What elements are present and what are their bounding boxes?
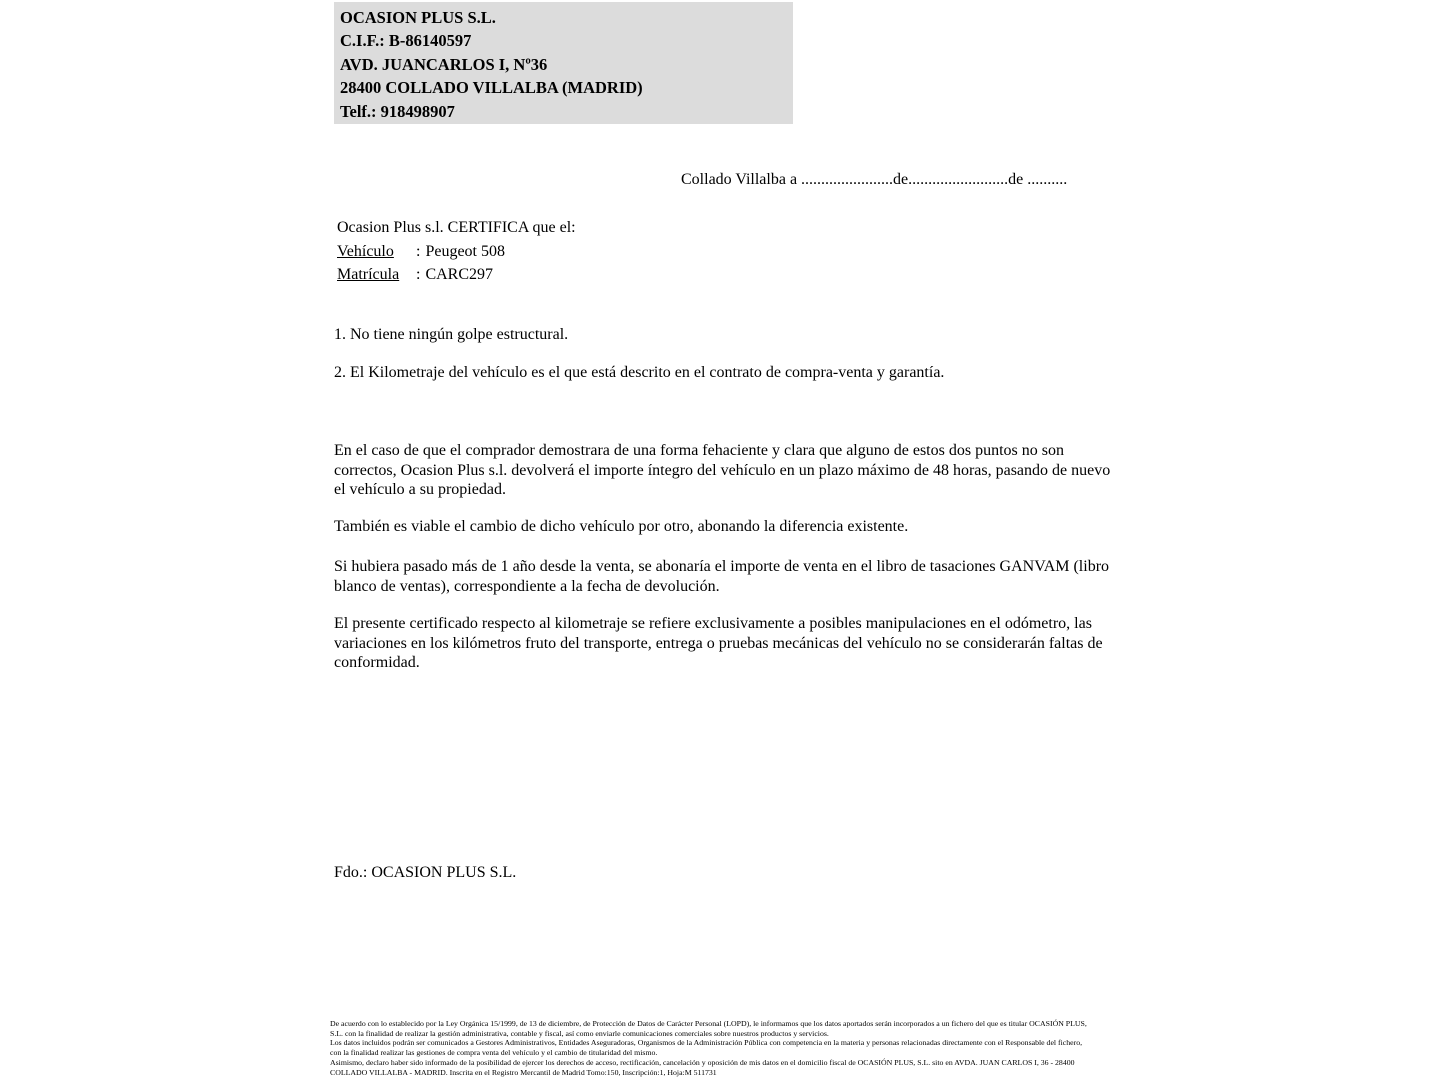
condition-point-2: 2. El Kilometraje del vehículo es el que está descrito en el contrato de compra-venta y garantía. — [334, 364, 945, 381]
company-cif: C.I.F.: B-86140597 — [340, 31, 472, 51]
vehicle-colon: : — [416, 242, 421, 260]
vehicle-row — [337, 240, 576, 264]
company-info-box — [334, 2, 793, 124]
certify-block — [337, 216, 576, 287]
company-name: OCASION PLUS S.L. — [340, 8, 496, 27]
legal-footer — [330, 1019, 1095, 1077]
plate-row — [337, 263, 576, 287]
vehicle-value: Peugeot 508 — [425, 242, 505, 260]
legal-paragraph-2: Los datos incluidos podrán ser comunicados a Gestores Administrativos, Entidades Aseguradoras, Organismos de la Administración Pública con competencia en la materia y personas relacionadas directamente con el Responsable del fichero, con la finalidad realizar las gestiones de compra venta del vehículo y el cambio de titularidad del mismo. — [330, 1038, 1083, 1058]
plate-label: Matrícula — [337, 266, 400, 283]
company-city: 28400 COLLADO VILLALBA (MADRID) — [340, 78, 643, 98]
plate-value: CARC297 — [425, 266, 494, 283]
certifies-statement: Ocasion Plus s.l. CERTIFICA que el: — [337, 219, 576, 236]
refund-paragraph: En el caso de que el comprador demostrara de una forma fehaciente y clara que alguno de estos dos puntos no son correctos, Ocasion Plus s.l. devolverá el importe íntegro del vehículo en un plazo máximo de 48 horas, pasando de nuevo el vehículo a su propiedad. — [334, 442, 1111, 499]
condition-point-1: 1. No tiene ningún golpe estructural. — [334, 326, 569, 343]
company-address: AVD. JUANCARLOS I, Nº36 — [340, 54, 548, 74]
legal-paragraph-1: De acuerdo con lo establecido por la Ley Orgánica 15/1999, de 13 de diciembre, de Protección de Datos de Carácter Personal (LOPD), le informamos que los datos aportados serán incorporados a un fichero del que es titular OCASIÓN PLUS, S.L. con la finalidad de realizar la gestión administrativa, contable y fiscal, así como enviarle comunicaciones comerciales sobre nuestros productos y servicios. — [330, 1019, 1087, 1038]
legal-paragraph-3: Asimismo, declaro haber sido informado de la posibilidad de ejercer los derechos de acceso, rectificación, cancelación y oposición de mis datos en el domicilio fiscal de OCASIÓN PLUS, S.L. sito en AVDA. JUAN CARLOS I, 36 - 28400 COLLADO VILLALBA - MADRID. Inscrita en el Registro Mercantil de Madrid Tomo:150, Inscripción:1, Hoja:M 511731 — [330, 1057, 1075, 1077]
signature-line: Fdo.: OCASION PLUS S.L. — [334, 864, 517, 881]
odometer-paragraph: El presente certificado respecto al kilometraje se refiere exclusivamente a posibles manipulaciones en el odómetro, las variaciones en los kilómetros fruto del transporte, entrega o pruebas mecánicas del vehículo no se considerarán faltas de conformidad. — [334, 615, 1103, 672]
date-place-line: Collado Villalba a .......................de.........................de .......... — [681, 171, 1068, 188]
company-phone: Telf.: 918498907 — [340, 101, 455, 121]
vehicle-label: Vehículo — [337, 242, 394, 260]
ganvam-paragraph: Si hubiera pasado más de 1 año desde la venta, se abonaría el importe de venta en el libro de tasaciones GANVAM (libro blanco de ventas), correspondiente a la fecha de devolución. — [334, 558, 1110, 595]
exchange-paragraph: También es viable el cambio de dicho vehículo por otro, abonando la diferencia existente. — [334, 518, 909, 535]
plate-colon: : — [416, 266, 421, 283]
